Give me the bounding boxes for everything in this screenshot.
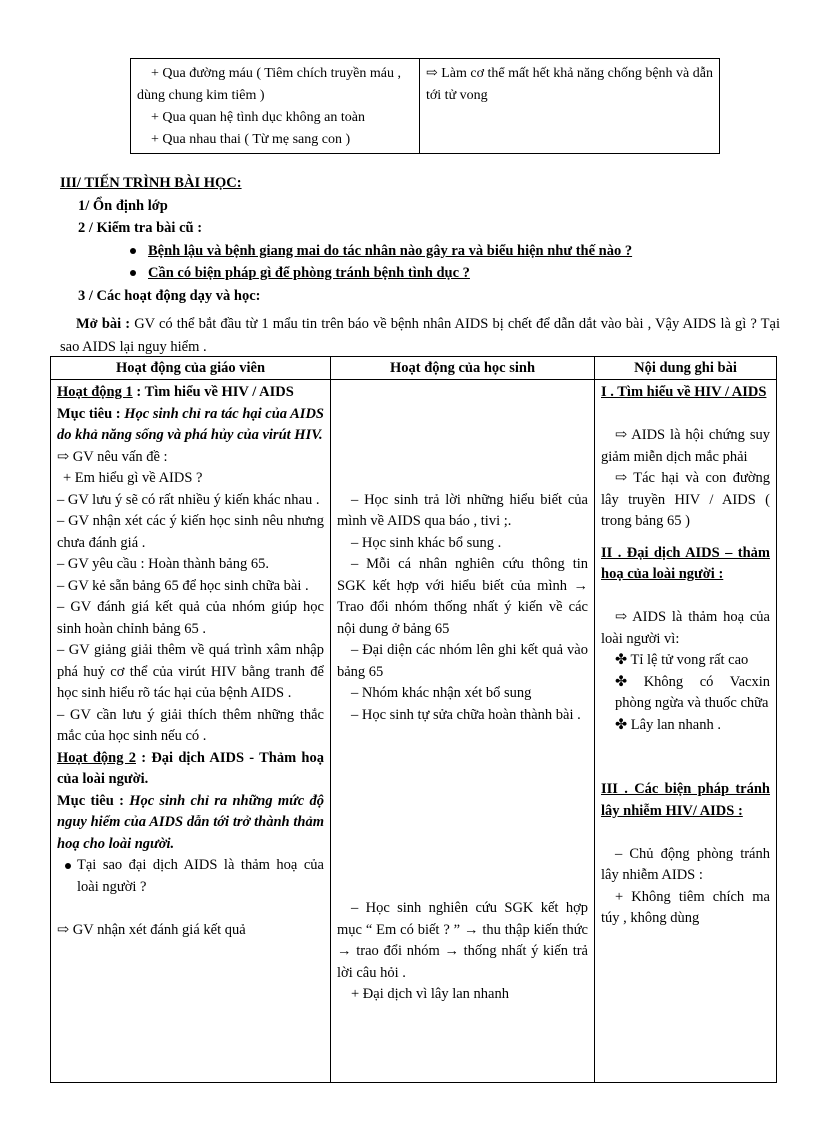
teacher-step: ⇨ GV nêu vấn đề :: [57, 448, 168, 465]
teacher-step: – GV đánh giá kết quả của nhóm giúp học sinh hoàn chỉnh bảng 65 .: [57, 599, 324, 637]
objective-2: [57, 791, 324, 856]
student-step: – Học sinh khác bổ sung .: [351, 534, 502, 551]
teacher-step: – GV yêu cầu : Hoàn thành bảng 65.: [57, 556, 269, 572]
notes-column: [595, 380, 777, 1083]
header-student: Hoạt động của học sinh: [331, 357, 595, 380]
note-line: ⇨ AIDS là thảm hoạ của loài người vì:: [601, 609, 770, 647]
spacer: [337, 726, 588, 898]
spacer: [601, 586, 770, 608]
notes-heading-2: II . Đại dịch AIDS – thảm hoạ của loài người :: [601, 544, 770, 582]
step-3: 3 / Các hoạt động dạy và học:: [78, 287, 261, 304]
student-step: – Học sinh nghiên cứu SGK kết hợp mục “ Em có biết ? ” → thu thập kiến thức → trao đổi nhóm → thống nhất ý kiến trả lời câu hỏi .: [337, 900, 588, 981]
top-summary-table: [130, 58, 720, 154]
header-teacher: Hoạt động của giáo viên: [51, 357, 331, 380]
spacer: [337, 382, 588, 404]
teacher-step: + Em hiểu gì về AIDS ?: [63, 470, 203, 486]
activity-1-topic: : Tìm hiểu về HIV / AIDS: [132, 384, 294, 400]
spacer: [337, 468, 588, 490]
review-question: Cần có biện pháp gì để phòng tránh bệnh tình dục ?: [60, 262, 780, 285]
spacer: [601, 736, 770, 758]
transmission-line: + Qua quan hệ tình dục không an toàn: [151, 110, 365, 125]
student-step: – Đại diện các nhóm lên ghi kết quả vào bảng 65: [337, 642, 588, 680]
review-questions: [60, 240, 780, 285]
student-step: – Nhóm khác nhận xét bổ sung: [351, 685, 532, 701]
step-1: 1/ Ổn định lớp: [78, 197, 168, 214]
activity-1-heading: [57, 382, 324, 404]
activity-2-heading: [57, 748, 324, 791]
header-notes: Nội dung ghi bài: [595, 357, 777, 380]
transmission-cell: [131, 59, 420, 154]
bullet-icon: [65, 863, 71, 869]
activity-2-title: Hoạt động 2: [57, 749, 136, 766]
spacer: [337, 404, 588, 426]
objective-text: Học sinh chỉ ra tác hại của AIDS do khả năng sống và phá hủy của virút HIV.: [57, 405, 324, 443]
transmission-line: + Qua đường máu ( Tiêm chích truyền máu , dùng chung kim tiêm ): [137, 66, 401, 103]
activities-table: [50, 356, 777, 1083]
question-2-text: Tại sao đại dịch AIDS là thảm hoạ của loài người ?: [77, 857, 324, 895]
teacher-step: – GV nhận xét các ý kiến học sinh nêu nhưng chưa đánh giá .: [57, 513, 324, 551]
intro-paragraph: [60, 313, 780, 358]
teacher-step: – GV lưu ý sẽ có rất nhiều ý kiến khác nhau .: [57, 491, 320, 508]
student-step: – Mỗi cá nhân nghiên cứu thông tin SGK kết hợp với hiểu biết của mình → Trao đổi nhóm thống nhất ý kiến về các nội dung ở bảng 65: [337, 556, 588, 637]
step-2: 2 / Kiểm tra bài cũ :: [78, 220, 203, 236]
objective-label: Mục tiêu :: [57, 792, 130, 809]
intro-label: Mở bài :: [76, 316, 131, 332]
spacer: [337, 425, 588, 447]
objective-label: Mục tiêu :: [57, 405, 125, 422]
objective-text: Học sinh chỉ ra những mức độ nguy hiểm của AIDS dẫn tới trở thành thảm hoạ cho loài người.: [57, 792, 325, 852]
note-line: ⇨ Tác hại và con đường lây truyền HIV / AIDS ( trong bảng 65 ): [601, 470, 770, 529]
spacer: [337, 447, 588, 469]
note-line: ⇨ AIDS là hội chứng suy giảm miễn dịch mắc phải: [601, 427, 770, 465]
student-column: [331, 380, 595, 1083]
consequence-cell: ⇨ Làm cơ thể mất hết khả năng chống bệnh và dẫn tới tử vong: [420, 59, 720, 154]
lesson-progress-section: [60, 172, 780, 358]
student-step: – Học sinh trả lời những hiểu biết của mình về AIDS qua báo , tivi ;.: [337, 491, 588, 529]
notes-heading-3: III . Các biện pháp tránh lây nhiễm HIV/ AIDS :: [601, 781, 770, 819]
spacer: [601, 758, 770, 780]
activity-2-topic: : Đại dịch AIDS - Thảm hoạ của loài người.: [57, 749, 324, 787]
teacher-column: [51, 380, 331, 1083]
activity-1-title: Hoạt động 1: [57, 384, 133, 400]
spacer: [57, 898, 324, 920]
note-line: – Chủ động phòng tránh lây nhiễm AIDS :: [601, 845, 770, 883]
student-step: – Học sinh tự sửa chữa hoàn thành bài .: [351, 706, 581, 723]
section-title: III/ TIẾN TRÌNH BÀI HỌC:: [60, 175, 242, 191]
teacher-step: – GV kẻ sẵn bảng 65 để học sinh chữa bài .: [57, 577, 309, 594]
teacher-step: – GV cần lưu ý giải thích thêm những thắc mắc của học sinh nếu có .: [57, 706, 324, 744]
spacer: [601, 404, 770, 426]
intro-text: GV có thể bắt đầu từ 1 mẩu tin trên báo về bệnh nhân AIDS bị chết để dẫn dắt vào bài , Vậy AIDS là gì ? Tại sao AIDS lại nguy hiểm .: [60, 316, 780, 355]
spacer: [601, 822, 770, 844]
teacher-step: – GV giảng giải thêm về quá trình xâm nhập phá huỷ cơ thể của virút HIV bằng tranh để học sinh hiểu rõ tác hại của bệnh AIDS .: [57, 642, 324, 701]
note-line: ✤ Lây lan nhanh .: [615, 716, 721, 733]
review-question: Bệnh lậu và bệnh giang mai do tác nhân nào gây ra và biểu hiện như thế nào ?: [60, 240, 780, 263]
teacher-step: ⇨ GV nhận xét đánh giá kết quả: [57, 921, 246, 938]
note-line: ✤ Không có Vacxin phòng ngừa và thuốc chữa: [615, 673, 770, 711]
note-line: + Không tiêm chích ma túy , không dùng: [601, 888, 770, 926]
notes-heading-1: I . Tìm hiểu về HIV / AIDS: [601, 384, 767, 400]
question-2: [57, 855, 324, 898]
objective-1: [57, 404, 324, 447]
note-line: ✤ Tỉ lệ tử vong rất cao: [615, 652, 749, 668]
spacer: [601, 533, 770, 543]
transmission-line: + Qua nhau thai ( Từ mẹ sang con ): [151, 132, 351, 147]
student-step: + Đại dịch vì lây lan nhanh: [351, 986, 509, 1002]
